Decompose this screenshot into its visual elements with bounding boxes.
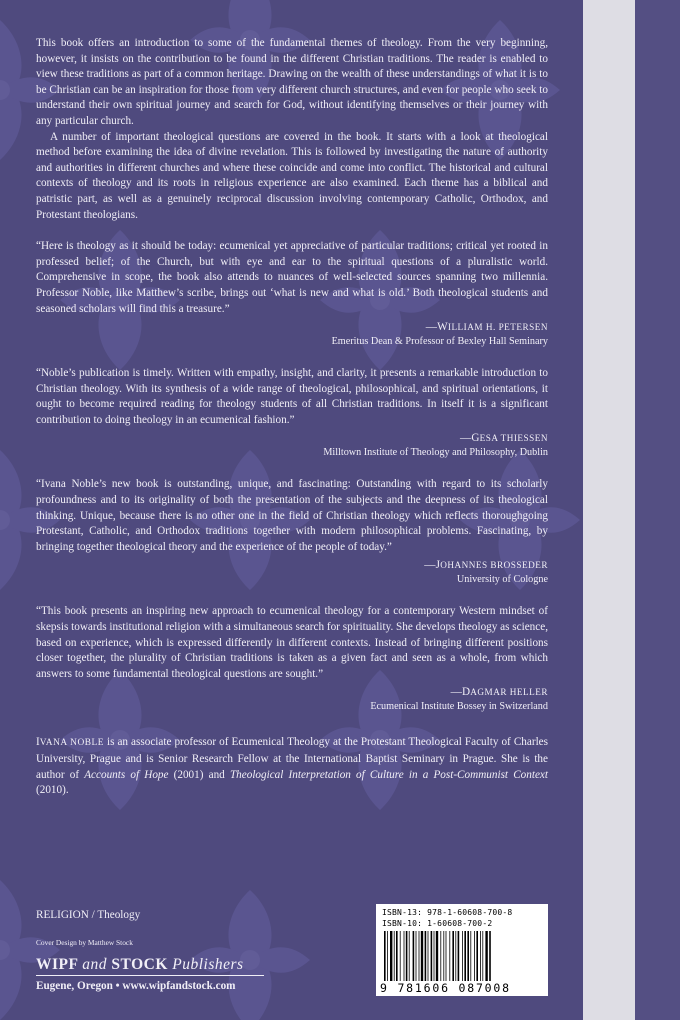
spine-strip: [583, 0, 635, 1020]
endorsement: [36, 239, 548, 348]
isbn-13: ISBN-13: 978-1-60608-700-8: [382, 908, 513, 917]
barcode-bars: [382, 931, 542, 981]
endorser-name: —JOHANNES BROSSEDER: [424, 559, 548, 572]
endorser-affiliation: Milltown Institute of Theology and Philosophy, Dublin: [323, 447, 548, 459]
endorser-affiliation: Emeritus Dean & Professor of Bexley Hall Seminary: [331, 336, 548, 348]
book-description: [36, 36, 548, 223]
endorsement: [36, 477, 548, 586]
barcode-digits: 9 781606 087008: [380, 981, 511, 995]
endorsement-text: “This book presents an inspiring new approach to ecumenical theology for a contemporary Western mindset of skepsis towards institutional religion with a simultaneous search for spirituality. She develops theology as science, based on experience, which is expressed differently in different contexts. Instead of bringing different positions closer together, the plurality of Christian traditions is taken as a given fact and seen as a whole, from which answers to some fundamental theological questions are sought.”: [36, 605, 548, 680]
endorser-name: —GESA THIESSEN: [459, 432, 548, 445]
cover-design-credit: Cover Design by Matthew Stock: [36, 938, 133, 947]
isbn-barcode: [376, 904, 548, 996]
isbn-10: ISBN-10: 1-60608-700-2: [382, 919, 493, 928]
publisher-logo: WIPF and STOCK Publishers: [36, 956, 244, 973]
publisher-location-website: Eugene, Oregon • www.wipfandstock.com: [36, 980, 236, 992]
endorsement: [36, 604, 548, 713]
endorsement: [36, 366, 548, 459]
endorsement-text: “Here is theology as it should be today: ecumenical yet appreciative of particular traditions; critical yet rooted in professed belief; of the Church, but with eye and ear to the spiritual questions of a pluralistic world. Comprehensive in scope, the book also attends to nuances of well-selected sources spanning two millennia. Professor Noble, like Matthew’s scribe, brings out ‘what is new and what is old.’ Both theological students and seasoned scholars will find this a treasure.”: [36, 240, 548, 315]
endorser-affiliation: University of Cologne: [456, 574, 548, 586]
endorser-affiliation: Ecumenical Institute Bossey in Switzerland: [370, 701, 548, 713]
endorsement-text: “Ivana Noble’s new book is outstanding, unique, and fascinating: Outstanding with regard to its scholarly profoundness and to its originality of both the presentation of the subjects and the deepness of its theological thinking. Unique, because there is no other one in the field of Christian theology which reflects thoroughgoing Protestant, Catholic, and Orthodox traditions together with modern philosophical problems. Fascinating, by bringing together theological theory and the experience of the people of today.”: [36, 478, 548, 553]
endorsement-text: “Noble’s publication is timely. Written with empathy, insight, and clarity, it presents a remarkable introduction to Christian theology. With its synthesis of a wide range of theological, philosophical, and spiritual orientations, it ought to become required reading for theology students of all Christian traditions. In itself it is a significant contribution to doing theology in an ecumenical fashion.”: [36, 367, 548, 426]
author-bio-text: IVANA NOBLE is an associate professor of Ecumenical Theology at the Protestant Theological Faculty of Charles University, Prague and is Senior Research Fellow at the International Baptist Seminary in Prague. She is the author of Accounts of Hope (2001) and Theological Interpretation of Culture in a Post-Communist Context (2010).: [36, 736, 548, 797]
subject-category: RELIGION / Theology: [36, 909, 141, 921]
publisher-divider: [36, 975, 264, 976]
description-paragraph: This book offers an introduction to some of the fundamental themes of theology. From the very beginning, however, it insists on the contribution to be found in the different Christian traditions. The reader is enabled to view these traditions as part of a common heritage. Drawing on the wealth of these understandings of what it is to be Christian can be an inspiration for those from very different church structures, and even for people who seek to understand their own spiritual journey and search for God, without identifying themselves or their journey with any particular church.: [36, 37, 548, 127]
description-paragraph: A number of important theological questions are covered in the book. It starts with a look at theological method before examining the idea of divine revelation. This is followed by investigating the nature of authority and authorities in different churches and where these coincide and come into conflict. The historical and cultural contexts of theology and its roots in religious experience are also examined. Each theme has a biblical and patristic part, as well as a genuinely reciprocal discussion involving contemporary Catholic, Orthodox, and Protestant theologians.: [36, 130, 548, 221]
back-cover-text: [36, 36, 548, 799]
endorser-name: —DAGMAR HELLER: [450, 686, 548, 699]
author-bio: [36, 735, 548, 798]
endorser-name: —WILLIAM H. PETERSEN: [425, 321, 548, 334]
spine-edge: [635, 0, 680, 1020]
